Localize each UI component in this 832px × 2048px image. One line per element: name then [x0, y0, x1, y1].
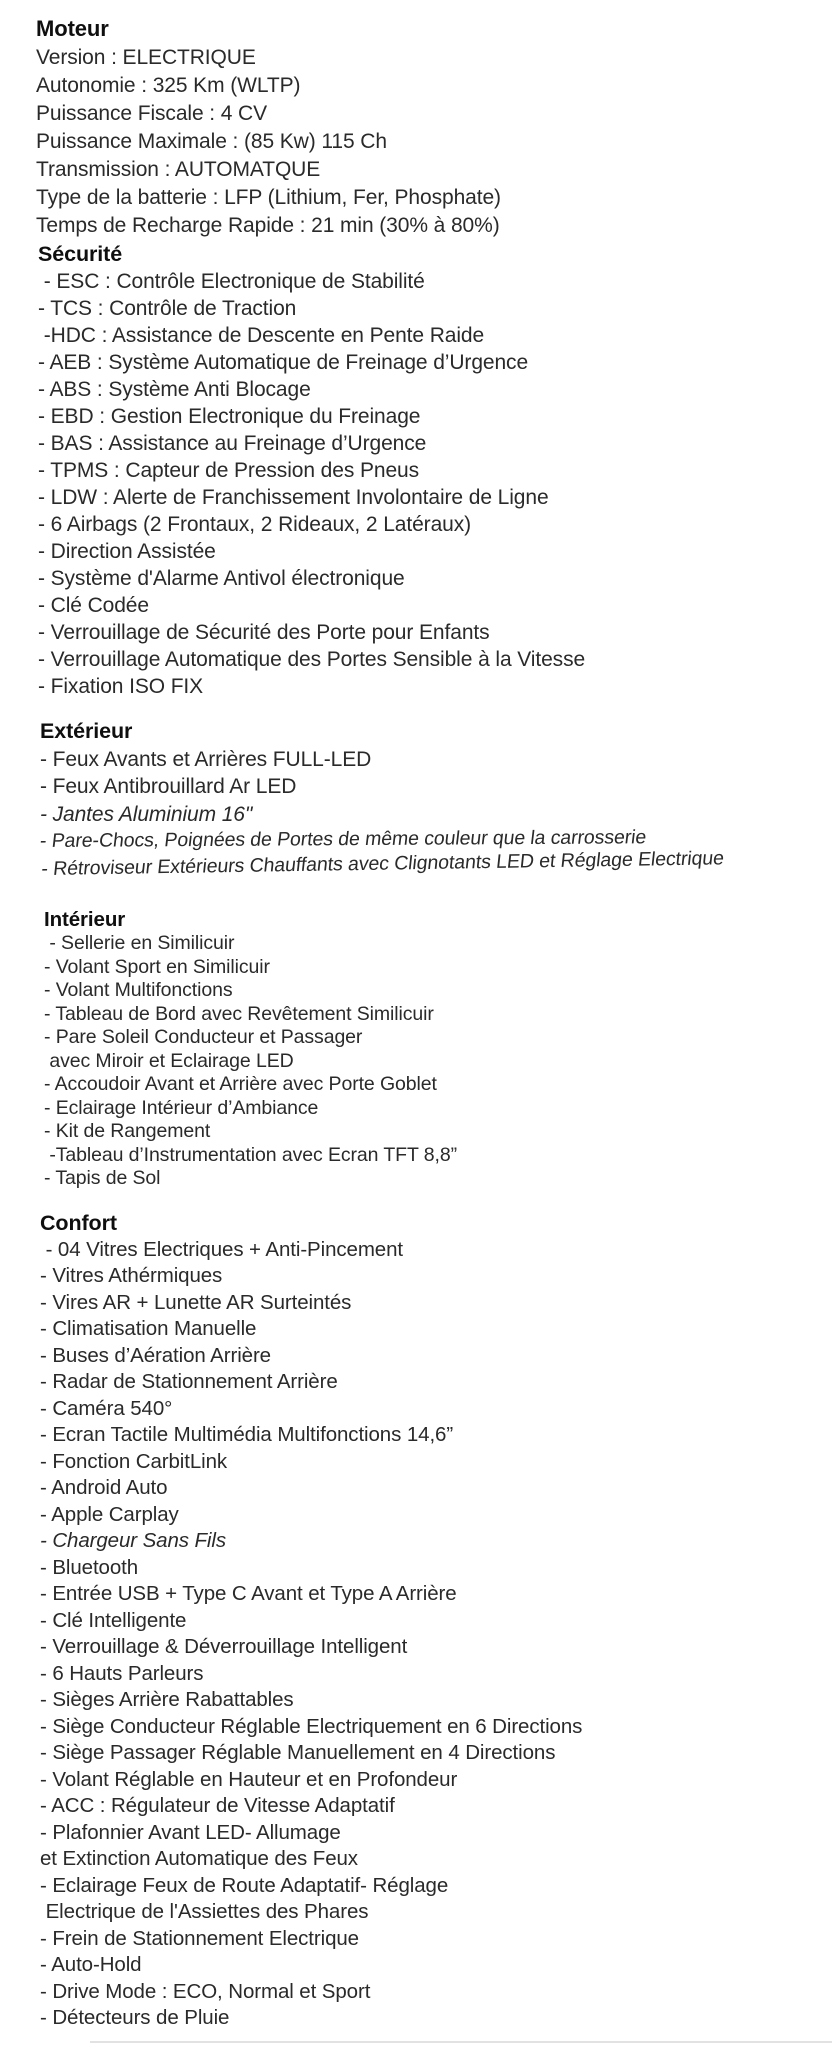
- spec-line: - 6 Hauts Parleurs: [40, 1661, 204, 1685]
- spec-line: - Direction Assistée: [38, 540, 216, 563]
- spec-line: - Verrouillage Automatique des Portes Sensible à la Vitesse: [38, 648, 586, 671]
- section-title-interieur: Intérieur: [44, 908, 126, 931]
- section-moteur: [36, 14, 824, 240]
- spec-line: - Kit de Rangement: [44, 1120, 211, 1142]
- spec-line: - Pare Soleil Conducteur et Passager: [44, 1026, 363, 1048]
- spec-line: Puissance Maximale : (85 Kw) 115 Ch: [36, 130, 387, 153]
- spec-line: - Bluetooth: [40, 1555, 139, 1579]
- spec-line: - Siège Passager Réglable Manuellement en 4 Directions: [40, 1741, 556, 1764]
- spec-line: - Accoudoir Avant et Arrière avec Porte Goblet: [44, 1073, 437, 1095]
- spec-line: - Vires AR + Lunette AR Surteintés: [40, 1290, 352, 1314]
- spec-line: - Auto-Hold: [40, 1953, 142, 1976]
- spec-line: -Tableau d’Instrumentation avec Ecran TFT 8,8”: [44, 1143, 457, 1166]
- spec-line: -HDC : Assistance de Descente en Pente Raide: [38, 324, 485, 347]
- spec-line: - Clé Intelligente: [40, 1608, 187, 1632]
- spec-line: Transmission : AUTOMATQUE: [36, 158, 321, 181]
- section-title-exterieur: Extérieur: [40, 719, 133, 743]
- spec-line: - Frein de Stationnement Electrique: [40, 1926, 359, 1950]
- spec-line: - Climatisation Manuelle: [40, 1317, 257, 1340]
- spec-line: et Extinction Automatique des Feux: [40, 1847, 358, 1870]
- spec-line: - Volant Sport en Similicuir: [44, 955, 270, 978]
- spec-line: - Volant Multifonctions: [44, 979, 233, 1001]
- spec-line: - Feux Avants et Arrières FULL-LED: [40, 747, 372, 771]
- spec-line: - 6 Airbags (2 Frontaux, 2 Rideaux, 2 Latéraux): [38, 513, 472, 536]
- spec-line: - Caméra 540°: [40, 1396, 173, 1420]
- spec-line: - Clé Codée: [38, 594, 149, 617]
- spec-line: - Rétroviseur Extérieurs Chauffants avec Clignotants LED et Réglage Electrique: [40, 846, 726, 880]
- spec-line: Version : ELECTRIQUE: [36, 46, 256, 69]
- spec-line: - ABS : Système Anti Blocage: [38, 378, 311, 401]
- spec-line: - ACC : Régulateur de Vitesse Adaptatif: [40, 1794, 395, 1817]
- spec-line: - Verrouillage & Déverrouillage Intelligent: [40, 1635, 408, 1658]
- spec-line: - Eclairage Feux de Route Adaptatif- Réglage: [40, 1873, 449, 1897]
- spec-line: - Sièges Arrière Rabattables: [40, 1688, 294, 1711]
- section-title-confort: Confort: [40, 1210, 117, 1235]
- document-body: [36, 14, 824, 2032]
- section-confort: [40, 1209, 824, 2032]
- section-securite: [38, 240, 824, 700]
- spec-line: - Feux Antibrouillard Ar LED: [40, 775, 297, 798]
- spec-line: - TPMS : Capteur de Pression des Pneus: [38, 459, 419, 482]
- section-exterieur: [40, 718, 824, 883]
- spec-line: - Chargeur Sans Fils: [40, 1529, 226, 1552]
- spec-line: - Entrée USB + Type C Avant et Type A Arrière: [40, 1582, 457, 1605]
- spec-line: - Plafonnier Avant LED- Allumage: [40, 1820, 341, 1844]
- spec-line: - Ecran Tactile Multimédia Multifonctions 14,6”: [40, 1423, 454, 1446]
- spec-line: - Système d'Alarme Antivol électronique: [38, 567, 405, 590]
- spec-line: - Android Auto: [40, 1476, 168, 1499]
- spec-line: Autonomie : 325 Km (WLTP): [36, 74, 301, 97]
- spec-line: - Vitres Athérmiques: [40, 1264, 223, 1287]
- spec-line: - Drive Mode : ECO, Normal et Sport: [40, 1979, 371, 2003]
- spec-line: - EBD : Gestion Electronique du Freinage: [38, 405, 421, 428]
- spec-line: - Tableau de Bord avec Revêtement Similicuir: [44, 1002, 434, 1025]
- spec-line: - Tapis de Sol: [44, 1167, 161, 1189]
- spec-line: - Buses d’Aération Arrière: [40, 1343, 271, 1367]
- spec-line: - Jantes Aluminium 16": [40, 802, 253, 826]
- spec-line: - Fixation ISO FIX: [38, 675, 204, 698]
- section-interieur: [44, 907, 824, 1191]
- spec-line: - Fonction CarbitLink: [40, 1449, 228, 1473]
- spec-line: - AEB : Système Automatique de Freinage d’Urgence: [38, 351, 529, 374]
- spec-line: Electrique de l'Assiettes des Phares: [40, 1900, 369, 1923]
- spec-line: - ESC : Contrôle Electronique de Stabilité: [38, 270, 425, 293]
- section-title-moteur: Moteur: [36, 16, 109, 41]
- spec-line: avec Miroir et Eclairage LED: [44, 1049, 294, 1072]
- spec-line: - Volant Réglable en Hauteur et en Profondeur: [40, 1767, 458, 1791]
- spec-line: - Apple Carplay: [40, 1502, 179, 1526]
- spec-line: - 04 Vitres Electriques + Anti-Pincement: [40, 1237, 404, 1261]
- spec-line: - Pare-Chocs, Poignées de Portes de même couleur que la carrosserie: [38, 826, 648, 852]
- spec-line: - Verrouillage de Sécurité des Porte pour Enfants: [38, 621, 490, 644]
- spec-line: - BAS : Assistance au Freinage d’Urgence: [38, 432, 427, 455]
- spec-line: - Détecteurs de Pluie: [40, 2006, 230, 2029]
- spec-line: Type de la batterie : LFP (Lithium, Fer, Phosphate): [36, 186, 501, 209]
- spec-line: Puissance Fiscale : 4 CV: [36, 102, 268, 125]
- spec-line: Temps de Recharge Rapide : 21 min (30% à 80%): [36, 214, 500, 237]
- spec-line: - LDW : Alerte de Franchissement Involontaire de Ligne: [38, 486, 549, 509]
- spec-line: - TCS : Contrôle de Traction: [38, 297, 297, 320]
- spec-line: - Eclairage Intérieur d’Ambiance: [44, 1096, 319, 1119]
- spec-line: - Siège Conducteur Réglable Electriquement en 6 Directions: [40, 1714, 583, 1738]
- bottom-divider: [90, 2041, 832, 2043]
- spec-line: - Radar de Stationnement Arrière: [40, 1370, 338, 1393]
- section-title-securite: Sécurité: [38, 242, 123, 266]
- spec-line: - Sellerie en Similicuir: [44, 932, 235, 954]
